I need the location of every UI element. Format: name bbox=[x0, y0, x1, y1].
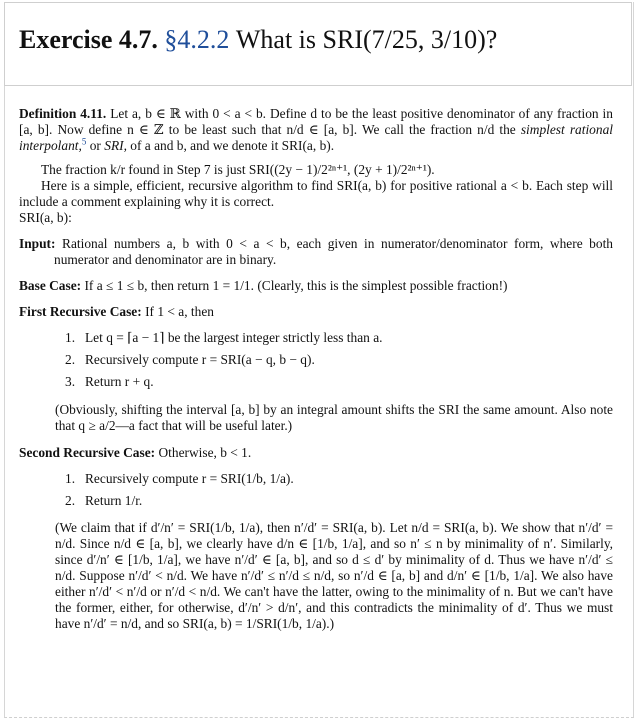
definition-label: Definition 4.11. bbox=[19, 106, 107, 121]
step-text: Let q = ⌈a − 1⌉ be the largest integer strictly less than a. bbox=[85, 330, 383, 345]
step-number: 2. bbox=[65, 352, 76, 367]
definition-text-end: of a and b, and we denote it SRI(a, b). bbox=[130, 138, 335, 153]
definition-text: Let a, b ∈ ℝ with 0 < a < b. Define d to be the least positive denominator of any fraction in [a, b]. Now define n ∈ ℤ to be least such that n/d ∈ [a, b]. We call the fraction n/d the bbox=[19, 106, 613, 137]
first-case-text: If 1 < a, then bbox=[145, 304, 214, 319]
input-label: Input: bbox=[19, 236, 56, 251]
exercise-body bbox=[19, 106, 613, 632]
para-algorithm-intro: Here is a simple, efficient, recursive algorithm to find SRI(a, b) for positive rational a < b. Each step will include a comment explaining why it is correct. bbox=[19, 178, 613, 209]
step-number: 1. bbox=[65, 330, 76, 345]
first-case-steps bbox=[19, 330, 613, 390]
list-item bbox=[19, 330, 613, 346]
list-item bbox=[19, 471, 613, 487]
para-step7: The fraction k/r found in Step 7 is just SRI((2y − 1)/2²ⁿ⁺¹, (2y + 1)/2²ⁿ⁺¹). bbox=[41, 162, 435, 177]
first-case-note: (Obviously, shifting the interval [a, b] by an integral amount shifts the SRI the same amount. Also note that q ≥ a/2—a fact that will be useful later.) bbox=[55, 402, 613, 433]
footnote-link[interactable]: 5 bbox=[81, 136, 87, 147]
second-case-text: Otherwise, b < 1. bbox=[158, 445, 252, 460]
base-case-label: Base Case: bbox=[19, 278, 82, 293]
second-case-steps bbox=[19, 471, 613, 509]
input-text: Rational numbers a, b with 0 < a < b, each given in numerator/denominator form, where both numerator and denominator are in binary. bbox=[54, 236, 613, 267]
exercise-label: Exercise 4.7. bbox=[19, 25, 158, 54]
base-case-block bbox=[19, 278, 613, 294]
exercise-header bbox=[4, 2, 632, 86]
list-item bbox=[19, 493, 613, 509]
definition-text-or: or bbox=[89, 138, 101, 153]
step-number: 3. bbox=[65, 374, 76, 389]
definition-block bbox=[19, 106, 613, 154]
step-text: Recursively compute r = SRI(a − q, b − q). bbox=[85, 352, 315, 367]
second-case-block bbox=[19, 445, 613, 461]
step-number: 2. bbox=[65, 493, 76, 508]
definition-term: simplest rational interpolant, bbox=[19, 122, 613, 153]
step-text: Return r + q. bbox=[85, 374, 154, 389]
step-text: Recursively compute r = SRI(1/b, 1/a). bbox=[85, 471, 294, 486]
step-text: Return 1/r. bbox=[85, 493, 143, 508]
list-item bbox=[19, 352, 613, 368]
section-link[interactable]: §4.2.2 bbox=[164, 25, 230, 54]
list-item bbox=[19, 374, 613, 390]
first-case-label: First Recursive Case: bbox=[19, 304, 142, 319]
second-case-note: (We claim that if d′/n′ = SRI(1/b, 1/a), then n′/d′ = SRI(a, b). Let n/d = SRI(a, b). We show that n′/d′ = n/d. Since n/d ∈ [a, b], we clearly have d/n ∈ [1/b, 1/a], and so n′ ≤ n by minimality of n′. Similarly, since d′/n′ ∈ [1/b, 1/a], we have n′/d′ ∈ [a, b], and so d ≤ d′ by minimality of d. Thus we have n′/d′ ≤ n/d. Suppose n′/d′ < n/d. We have n′/d′ ≤ n′/d ≤ n/d, so n′/d ∈ [a, b] and d/n′ ∈ [1/b, 1/a]. We also have either n′/d′ < n′/d or n′/d < n/d. We can't have the latter, owing to the minimality of n. But we can't have the former, either, for otherwise, d′/n′ > d/n′, and this contradicts the minimality of d′. Thus we must have n′/d′ = n/d, and so SRI(a, b) = 1/SRI(1/b, 1/a).) bbox=[55, 520, 613, 631]
second-case-label: Second Recursive Case: bbox=[19, 445, 156, 460]
sri-heading: SRI(a, b): bbox=[19, 210, 72, 225]
input-block bbox=[19, 236, 613, 268]
base-case-text: If a ≤ 1 ≤ b, then return 1 = 1/1. (Clearly, this is the simplest possible fraction!) bbox=[84, 278, 508, 293]
exercise-title bbox=[19, 25, 497, 55]
definition-abbr: SRI, bbox=[104, 138, 127, 153]
first-case-block bbox=[19, 304, 613, 320]
step-number: 1. bbox=[65, 471, 76, 486]
exercise-question: What is SRI(7/25, 3/10)? bbox=[235, 25, 498, 54]
